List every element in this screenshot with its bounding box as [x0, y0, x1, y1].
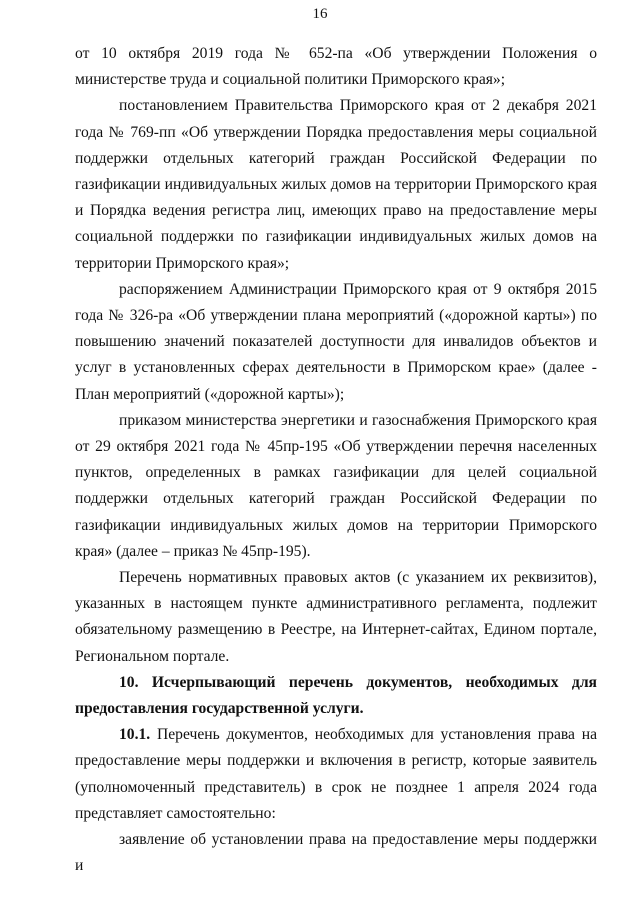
section-heading-10: 10. Исчерпывающий перечень документов, необходимых для предоставления государственной услуги. — [75, 673, 597, 718]
paragraph-publication-requirement: Перечень нормативных правовых актов (с указанием их реквизитов), указанных в настоящем пункте административного регламента, подлежит обязательному размещению в Реестре, на Интернет-сайтах, Едином портале, Региональном портале. — [75, 569, 597, 665]
paragraph-10-1 — [75, 722, 597, 827]
clause-number: 10.1. — [119, 726, 151, 744]
paragraph-decree-769pp: постановлением Правительства Приморского края от 2 декабря 2021 года № 769-пп «Об утверждении Порядка предоставления меры социальной поддержки отдельных категорий граждан Российской Федерации по газификации индивидуальных жилых домов на территории Приморского края и Порядка ведения регистра лиц, имеющих право на предоставление меры социальной поддержки по газификации индивидуальных жилых домов на территории Приморского края»; — [75, 97, 597, 272]
clause-text: Перечень документов, необходимых для установления права на предоставление меры поддержки и включения в регистр, которые заявитель (уполномоченный представитель) в срок не позднее 1 апреля 2024 года представляет самостоятельно: — [75, 726, 597, 822]
paragraph-continuation: от 10 октября 2019 года № 652-па «Об утверждении Положения о министерстве труда и социальной политики Приморского края»; — [75, 45, 597, 89]
paragraph-application: заявление об установлении права на предоставление меры поддержки и — [75, 831, 597, 875]
paragraph-order-45pr: приказом министерства энергетики и газоснабжения Приморского края от 29 октября 2021 года № 45пр-195 «Об утверждении перечня населенных пунктов, определенных в рамках газификации для целей социальной поддержки отдельных категорий граждан Российской Федерации по газификации индивидуальных жилых домов на территории Приморского края» (далее – приказ № 45пр-195). — [75, 411, 597, 560]
paragraph-order-326ra: распоряжением Администрации Приморского края от 9 октября 2015 года № 326-ра «Об утверждении плана мероприятий («дорожной карты») по повышению значений показателей доступности для инвалидов объектов и услуг в установленных сферах деятельности в Приморском крае» (далее - План мероприятий («дорожной карты»); — [75, 280, 597, 403]
page-number: 16 — [312, 6, 328, 22]
document-body — [75, 41, 597, 880]
